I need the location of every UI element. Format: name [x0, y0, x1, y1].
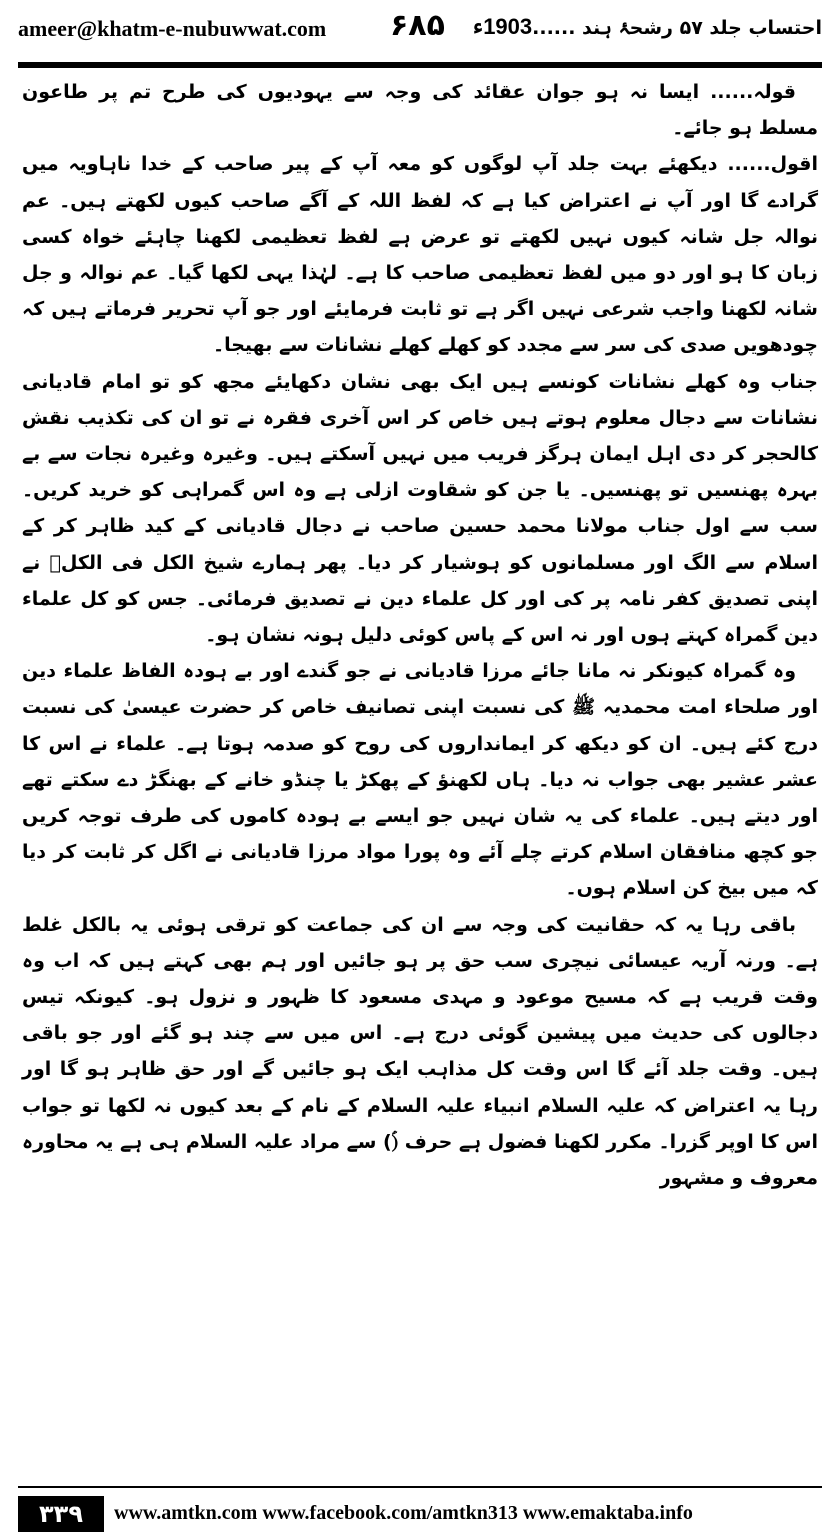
header-title-text: احتساب جلد ۵۷ رشحۂ ہند ......: [532, 17, 822, 39]
paragraph-haqqaniyat: باقی رہا یہ کہ حقانیت کی وجہ سے ان کی جماعت کو ترقی ہوئی یہ بالکل غلط ہے۔ ورنہ آریہ عیسائی نیچری سب حق پر ہو جائیں اور ہم بھی کہتے ہیں کہ اب وہ وقت قریب ہے کہ مسیح موعود و مہدی مسعود کا ظہور و نزول ہو۔ کیونکہ تیس دجالوں کی حدیث میں پیشین گوئی درج ہے۔ اس میں سے چند ہو گئے اور جو باقی ہیں۔ وقت جلد آئے گا اس وقت کل مذاہب ایک ہو جائیں گے اور حق ظاہر ہو گا اور رہا یہ اعتراض کہ علیہ السلام انبیاء علیہ السلام کے نام کے بعد کیوں نہ لکھا تو جواب اس کا اوپر گزرا۔ مکرر لکھنا فضول ہے حرف (ؑ) سے مراد علیہ السلام ہی ہے یہ محاورہ معروف و مشہور: [22, 913, 818, 1190]
page-header: [18, 10, 822, 58]
header-year: 1903ء: [472, 14, 533, 39]
page-footer: [18, 1494, 822, 1534]
header-email[interactable]: ameer@khatm-e-nubuwwat.com: [18, 16, 327, 41]
header-page-number: ۶۸۵: [390, 8, 445, 43]
header-title: [473, 14, 822, 40]
body-text: [22, 74, 818, 1474]
header-rule: [18, 62, 822, 68]
paragraph-gumrah: وہ گمراہ کیونکر نہ مانا جائے مرزا قادیانی نے جو گندے اور بے ہودہ الفاظ علماء دین اور صلحاء امت محمدیہ ﷺ کی نسبت اپنی تصانیف خاص کر حضرت عیسیٰ کی نسبت درج کئے ہیں۔ ان کو دیکھ کر ایمانداروں کی روح کو صدمہ ہوتا ہے۔ علماء نے اس کا عشر عشیر بھی جواب نہ دیا۔ ہاں لکھنؤ کے پھکڑ یا چنڈو خانے کے بھنگڑ دے سکتے تھے اور دیتے ہیں۔ علماء کی یہ شان نہیں جو ایسے بے ہودہ کاموں کی طرف توجہ کریں جو کچھ منافقان اسلام کرتے چلے آئے وہ پورا مواد مرزا قادیانی نے اگل کر ثابت کر دیا کہ میں بیخ کن اسلام ہوں۔: [22, 660, 818, 900]
footer-rule: [18, 1486, 822, 1488]
paragraph-nishanat: جناب وہ کھلے نشانات کونسے ہیں ایک بھی نشان دکھایئے مجھ کو تو امام قادیانی نشانات سے دجال معلوم ہوتے ہیں خاص کر اس آخری فقرہ نے تو ان کی تکذیب نقش کالحجر کر دی اہل ایمان ہرگز فریب میں نہیں آسکتے ہیں۔ وغیرہ وغیرہ نجات سے بے بہرہ پھنسیں تو پھنسیں۔ یا جن کو شقاوت ازلی ہے وہ اس گمراہی کو خرید کریں۔ سب سے اول جناب مولانا محمد حسین صاحب نے دجال قادیانی کے کید ظاہر کر کے اسلام سے الگ اور مسلمانوں کو ہوشیار کر دیا۔ پھر ہمارے شیخ الکل فی الکلؒ نے اپنی تصدیق کفر نامہ پر کی اور کل علماء دین نے تصدیق فرمائی۔ جس کو کل علماء دین گمراہ کہتے ہوں اور نہ اس کے پاس کوئی دلیل ہونہ نشان ہو۔: [22, 370, 818, 647]
footer-page-number-badge: ۳۳۹: [18, 1496, 104, 1532]
paragraph-qaulahu: قولہ...... ایسا نہ ہو جوان عقائد کی وجہ سے یہودیوں کی طرح تم پر طاعون مسلط ہو جائے۔: [22, 81, 818, 140]
footer-links[interactable]: www.amtkn.com www.facebook.com/amtkn313 www.emaktaba.info: [114, 1502, 693, 1524]
paragraph-aqulu: اقول...... دیکھئے بہت جلد آپ لوگوں کو معہ آپ کے پیر صاحب کے خدا ناہاویہ میں گرادے گا اور آپ نے اعتراض کیا ہے کہ لفظ اللہ کے آگے صاحب کیوں لکھتے ہیں۔ عم نوالہ جل شانہ کیوں نہیں لکھتے تو عرض ہے لفظ تعظیمی لکھنا چاہئے خواہ کسی زبان کا ہو اور دو میں لفظ تعظیمی صاحب کا ہے۔ لہٰذا یہی لکھا گیا۔ عم نوالہ و جل شانہ لکھنا واجب شرعی نہیں اگر ہے تو ثابت فرمایئے اور جو آپ تحریر فرماتے ہیں کہ چودھویں صدی کی سر سے مجدد کو کھلے کھلے نشانات سے بھیجا۔: [22, 153, 818, 357]
